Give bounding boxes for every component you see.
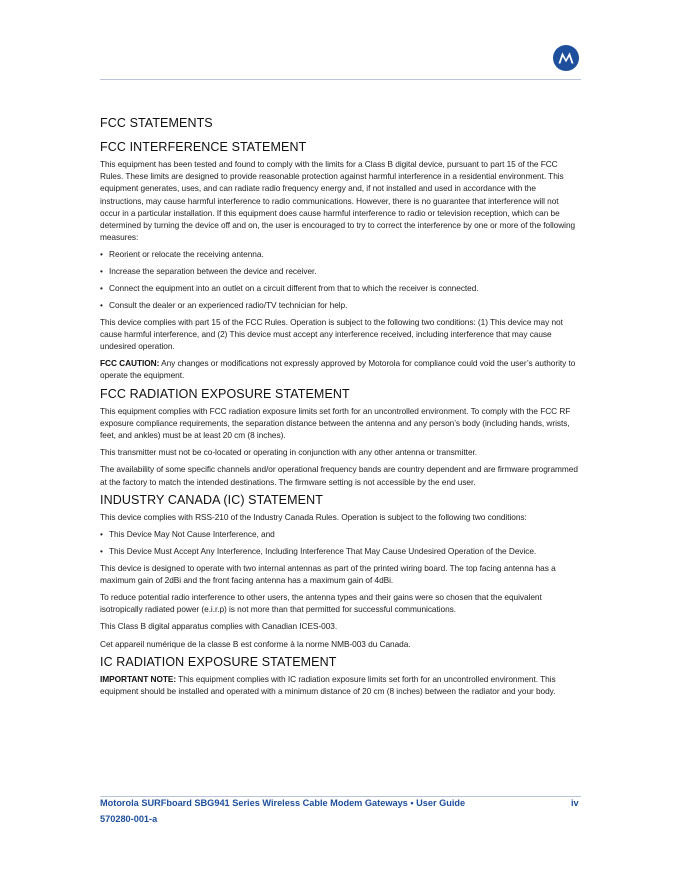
important-note-paragraph: IMPORTANT NOTE: This equipment complies with IC radiation exposure limits set forth for an uncontrolled environment. This equipment should be installed and operated with a minimum distance of 20 cm (8 inches) between the radiator and your body.	[100, 673, 556, 697]
paragraph: This Class B digital apparatus complies with Canadian ICES-003.	[100, 621, 338, 632]
bullet-list	[100, 528, 580, 557]
fcc-caution-paragraph: FCC CAUTION: Any changes or modifications not expressly approved by Motorola for compliance could void the user’s authority to operate the equipment.	[100, 358, 576, 381]
header-divider	[100, 79, 581, 80]
section-heading-fcc-interference: FCC INTERFERENCE STATEMENT	[100, 140, 307, 154]
bullet-list	[100, 248, 580, 311]
section-heading-ic-radiation: IC RADIATION EXPOSURE STATEMENT	[100, 654, 337, 669]
list-item: • Increase the separation between the device and receiver.	[100, 266, 317, 277]
footer-title: Motorola SURFboard SBG941 Series Wireless Cable Modem Gateways • User Guide	[100, 798, 466, 808]
footer-divider	[100, 796, 581, 797]
paragraph: To reduce potential radio interference to other users, the antenna types and their gains were so chosen that the equivalent isotropically radiated power (e.i.r.p) is not more than that permitted for successful communications.	[100, 592, 542, 615]
paragraph: Cet appareil numérique de la classe B est conforme à la norme NMB-003 du Canada.	[100, 638, 411, 649]
list-item: • This Device Must Accept Any Interference, Including Interference That May Cause Undesired Operation of the Device.	[100, 545, 537, 556]
list-item: • Reorient or relocate the receiving antenna.	[100, 249, 264, 260]
paragraph: This device complies with part 15 of the FCC Rules. Operation is subject to the following two conditions: (1) This device may not cause harmful interference, and (2) This device must accept any interference received, including interference that may cause undesired operation.	[100, 316, 563, 352]
paragraph: This equipment complies with FCC radiation exposure limits set forth for an uncontrolled environment. To comply with the FCC RF exposure compliance requirements, the separation distance between the antenna and any person’s body (including hands, wrists, feet, and ankles) must be at least 20 cm (8 inches).	[100, 405, 571, 441]
list-item: • Connect the equipment into an outlet on a circuit different from that to which the receiver is connected.	[100, 283, 479, 294]
paragraph: This device complies with RSS-210 of the Industry Canada Rules. Operation is subject to the following two conditions:	[100, 511, 527, 522]
important-note-label: IMPORTANT NOTE:	[100, 673, 177, 684]
section-heading-industry-canada: INDUSTRY CANADA (IC) STATEMENT	[100, 492, 323, 507]
list-item: • Consult the dealer or an experienced radio/TV technician for help.	[100, 299, 348, 310]
page-number: iv	[571, 798, 579, 808]
paragraph: This equipment has been tested and found to comply with the limits for a Class B digital device, pursuant to part 15 of the FCC Rules. These limits are designed to provide reasonable protection against harmful interference in a residential environment. This equipment generates, uses, and can radiate radio frequency energy and, if not installed and used in accordance with the instructions, may cause harmful interference to radio communications. However, there is no guarantee that interference will not occur in a particular installation. If this equipment does cause harmful interference to radio or television reception, which can be determined by turning the device off and on, the user is encouraged to try to correct the interference by one or more of the following measures:	[100, 159, 576, 243]
fcc-caution-label: FCC CAUTION:	[100, 358, 160, 369]
list-item: • This Device May Not Cause Interference, and	[100, 529, 275, 540]
page-content	[100, 116, 580, 702]
document-number: 570280-001-a	[100, 814, 158, 824]
paragraph: This device is designed to operate with two internal antennas as part of the printed wiring board. The top facing antenna has a maximum gain of 2dBi and the front facing antenna has a maximum gain of 4dBi.	[100, 562, 556, 585]
section-heading-fcc-radiation: FCC RADIATION EXPOSURE STATEMENT	[100, 386, 350, 401]
paragraph: The availability of some specific channels and/or operational frequency bands are country dependent and are firmware programmed at the factory to match the intended destinations. The firmware setting is not accessible by the end user.	[100, 464, 578, 487]
paragraph: This transmitter must not be co-located or operating in conjunction with any other antenna or transmitter.	[100, 447, 478, 458]
page-title: FCC STATEMENTS	[100, 116, 213, 130]
motorola-logo-icon	[553, 45, 579, 71]
